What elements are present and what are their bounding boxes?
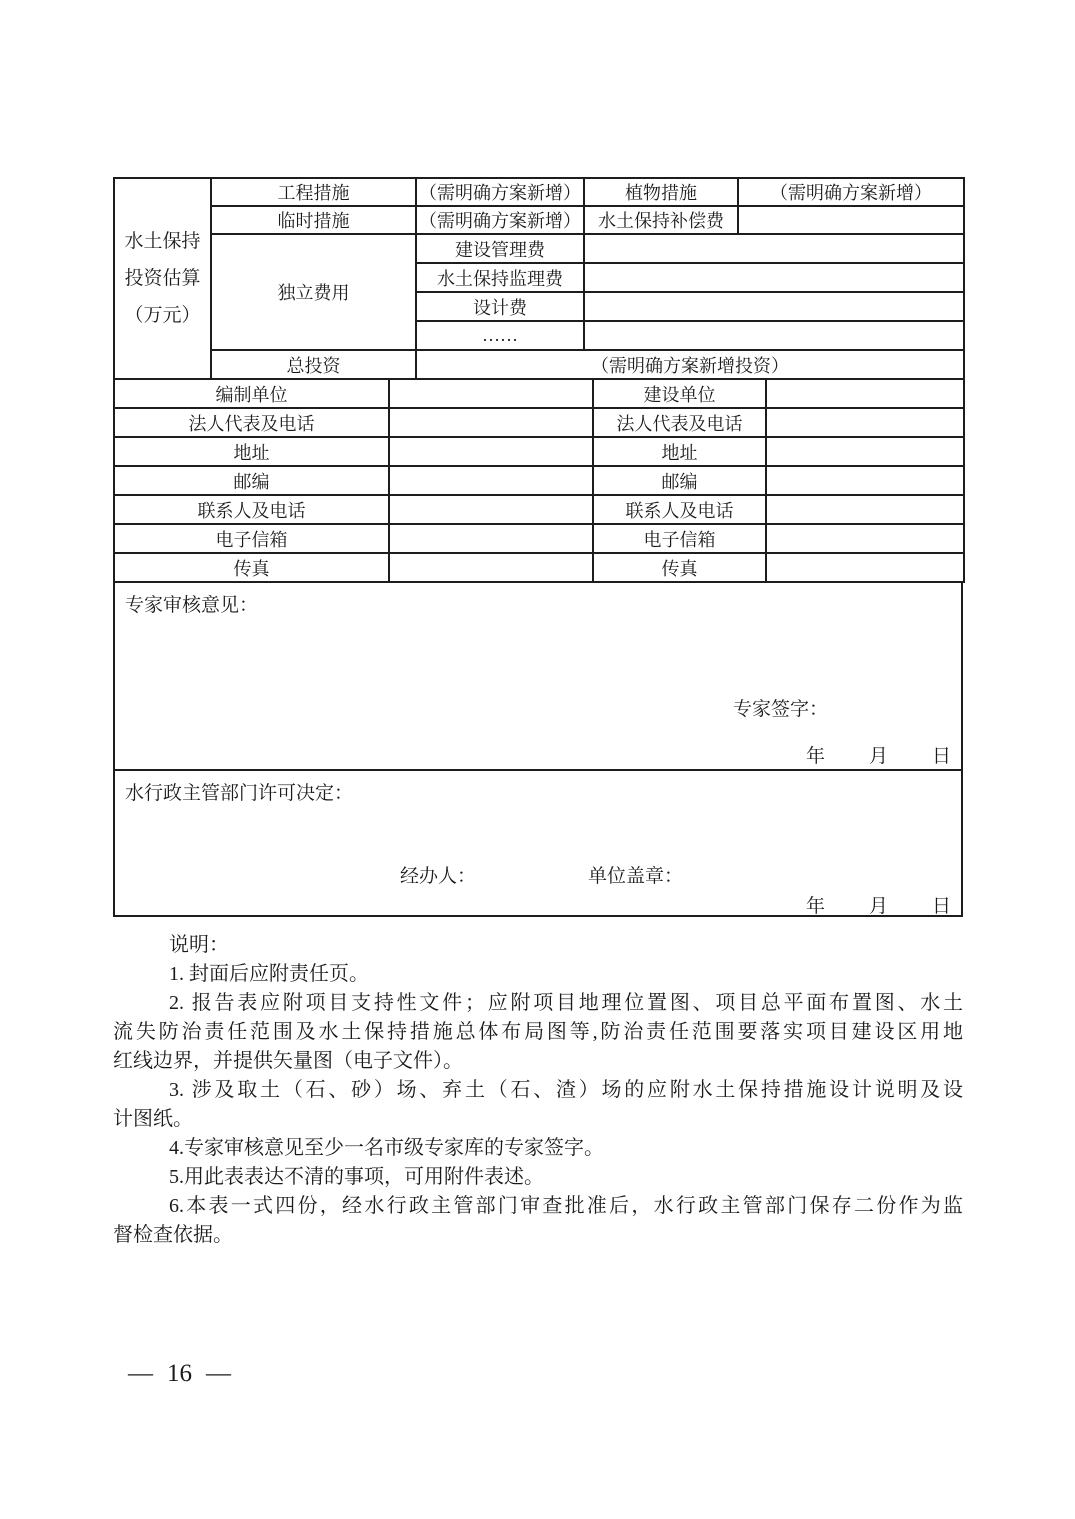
legal-rep-phone-value xyxy=(766,408,964,437)
fee-name-cell: 设计费 xyxy=(416,292,584,321)
email-value xyxy=(766,524,964,553)
note-item-2-line-3: 红线边界，并提供矢量图（电子文件）。 xyxy=(113,1050,463,1072)
note-item-3-line-2: 计图纸。 xyxy=(113,1108,193,1130)
approval-form xyxy=(113,177,963,917)
fax-label: 传真 xyxy=(593,553,766,582)
investment-header-line: （万元） xyxy=(124,305,201,326)
table-row xyxy=(114,524,964,553)
address-label: 地址 xyxy=(114,437,389,466)
postcode-label: 邮编 xyxy=(593,466,766,495)
construction-unit-label: 建设单位 xyxy=(593,379,766,408)
handler-label: 经办人： xyxy=(400,866,477,887)
postcode-value xyxy=(389,466,593,495)
table-row xyxy=(114,553,964,582)
table-row xyxy=(114,178,964,206)
month-label: 月 xyxy=(868,896,888,917)
total-investment-label: 总投资 xyxy=(211,350,416,379)
fee-value-cell xyxy=(584,321,964,350)
contact-person-phone-value xyxy=(389,495,593,524)
investment-header-line: 投资估算 xyxy=(124,268,201,289)
address-value xyxy=(766,437,964,466)
expert-review-section xyxy=(113,581,963,771)
expert-signature-label: 专家签字： xyxy=(733,699,829,720)
temporary-measures-label: 临时措施 xyxy=(211,206,416,234)
email-value xyxy=(389,524,593,553)
table-row xyxy=(114,379,964,408)
notes-heading: 说明： xyxy=(169,934,229,956)
fax-label: 传真 xyxy=(114,553,389,582)
fee-name-cell: 水土保持监理费 xyxy=(416,263,584,292)
compensation-fee-value xyxy=(738,206,964,234)
investment-header-line: 水土保持 xyxy=(124,231,201,252)
table-row xyxy=(114,408,964,437)
day-label: 日 xyxy=(931,896,951,917)
table-row xyxy=(114,437,964,466)
day-label: 日 xyxy=(931,746,951,767)
email-label: 电子信箱 xyxy=(114,524,389,553)
contact-person-phone-label: 联系人及电话 xyxy=(593,495,766,524)
note-item-3-line-1: 3. 涉及取土（石、砂）场、弃土（石、渣）场的应附水土保持措施设计说明及设 xyxy=(169,1079,963,1101)
authority-decision-title: 水行政主管部门许可决定： xyxy=(125,783,354,804)
postcode-label: 邮编 xyxy=(114,466,389,495)
contact-person-phone-value xyxy=(766,495,964,524)
engineering-measures-value: （需明确方案新增） xyxy=(416,178,584,206)
fax-value xyxy=(766,553,964,582)
note-item-1: 1. 封面后应附责任页。 xyxy=(169,963,369,985)
fee-value-cell xyxy=(584,234,964,263)
page-number-dash: — xyxy=(128,1360,153,1387)
email-label: 电子信箱 xyxy=(593,524,766,553)
table-row xyxy=(114,350,964,379)
page-number xyxy=(128,1360,231,1388)
notes-section xyxy=(113,931,963,1250)
unit-seal-label: 单位盖章： xyxy=(588,866,684,887)
page-number-dash: — xyxy=(206,1360,231,1387)
temporary-measures-value: （需明确方案新增） xyxy=(416,206,584,234)
note-item-4: 4.专家审核意见至少一名市级专家库的专家签字。 xyxy=(169,1137,604,1159)
engineering-measures-label: 工程措施 xyxy=(211,178,416,206)
note-item-6-line-1: 6.本表一式四份，经水行政主管部门审查批准后，水行政主管部门保存二份作为监 xyxy=(169,1195,963,1217)
postcode-value xyxy=(766,466,964,495)
compiling-unit-label: 编制单位 xyxy=(114,379,389,408)
contact-info-table xyxy=(113,378,965,583)
note-item-5: 5.用此表表达不清的事项，可用附件表述。 xyxy=(169,1166,544,1188)
month-label: 月 xyxy=(868,746,888,767)
total-investment-value: （需明确方案新增投资） xyxy=(416,350,964,379)
expert-review-title: 专家审核意见： xyxy=(125,595,259,616)
note-item-6-line-2: 督检查依据。 xyxy=(113,1224,233,1246)
investment-header-cell xyxy=(114,178,211,379)
contact-person-phone-label: 联系人及电话 xyxy=(114,495,389,524)
table-row xyxy=(114,466,964,495)
legal-rep-phone-label: 法人代表及电话 xyxy=(114,408,389,437)
address-value xyxy=(389,437,593,466)
construction-unit-value xyxy=(766,379,964,408)
legal-rep-phone-label: 法人代表及电话 xyxy=(593,408,766,437)
fee-value-cell xyxy=(584,263,964,292)
note-item-2-line-1: 2. 报告表应附项目支持性文件；应附项目地理位置图、项目总平面布置图、水土 xyxy=(169,992,963,1014)
fee-name-cell: …… xyxy=(416,321,584,350)
table-row xyxy=(114,206,964,234)
year-label: 年 xyxy=(805,896,825,917)
compensation-fee-label: 水土保持补偿费 xyxy=(584,206,738,234)
fee-name-cell: 建设管理费 xyxy=(416,234,584,263)
fee-value-cell xyxy=(584,292,964,321)
year-label: 年 xyxy=(805,746,825,767)
fax-value xyxy=(389,553,593,582)
page-number-value: 16 xyxy=(167,1360,192,1387)
table-row xyxy=(114,495,964,524)
address-label: 地址 xyxy=(593,437,766,466)
plant-measures-label: 植物措施 xyxy=(584,178,738,206)
note-item-2-line-2: 流失防治责任范围及水土保持措施总体布局图等,防治责任范围要落实项目建设区用地 xyxy=(113,1021,963,1043)
table-row xyxy=(114,234,964,263)
authority-date-line xyxy=(806,891,951,918)
authority-decision-section xyxy=(113,769,963,917)
legal-rep-phone-value xyxy=(389,408,593,437)
compiling-unit-value xyxy=(389,379,593,408)
expert-date-line xyxy=(806,741,951,768)
plant-measures-value: （需明确方案新增） xyxy=(738,178,964,206)
independent-fees-label: 独立费用 xyxy=(211,234,416,350)
investment-estimate-table xyxy=(113,177,965,380)
